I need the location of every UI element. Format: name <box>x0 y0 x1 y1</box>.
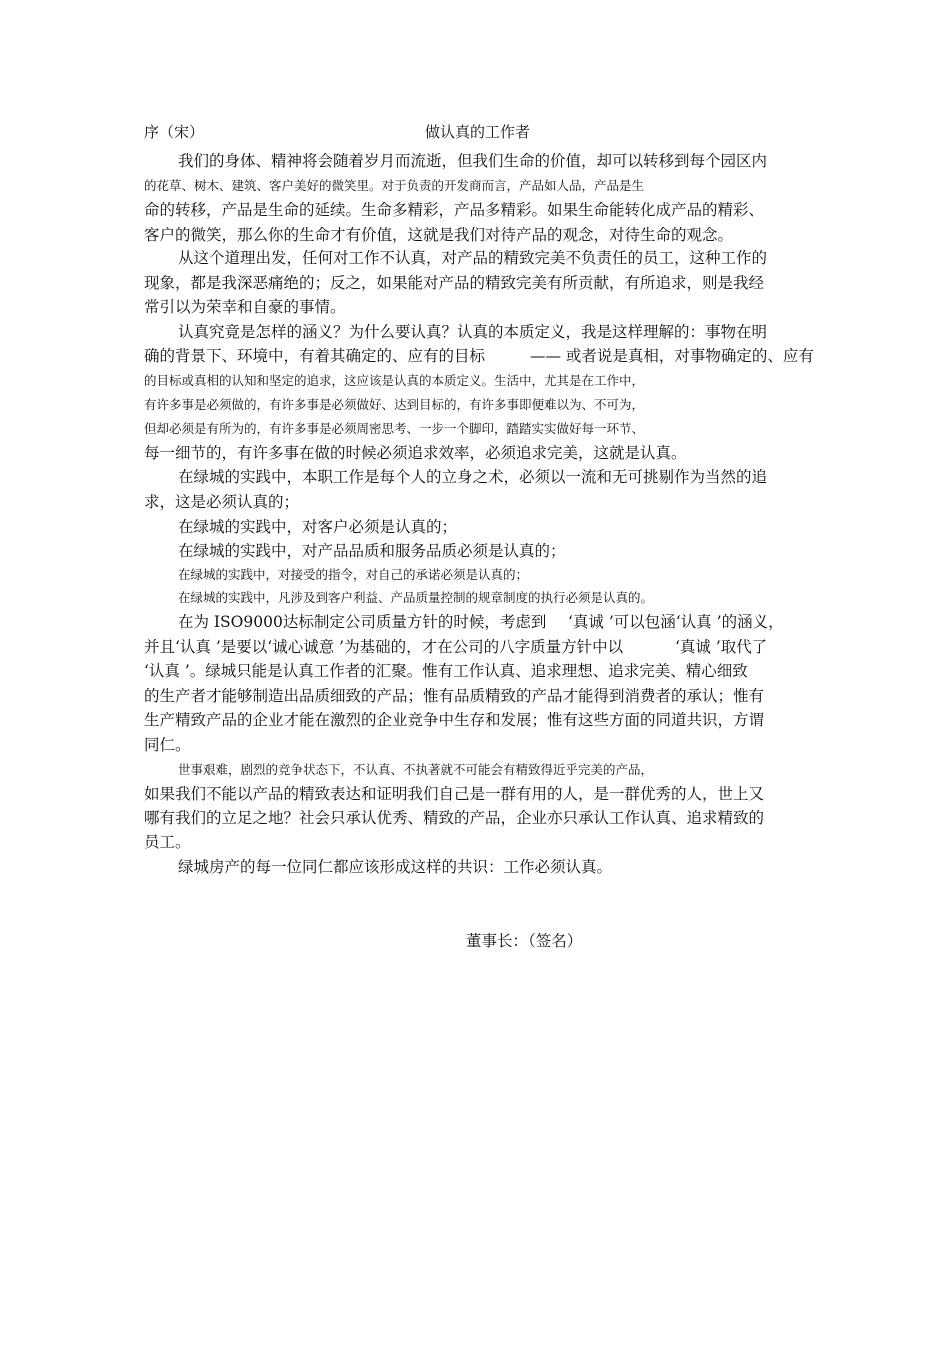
text-line: ‘认真 ’。绿城只能是认真工作者的汇聚。惟有工作认真、追求理想、追求完美、精心细致 <box>144 662 748 680</box>
text-line: ‘真诚 ’取代了 <box>675 638 768 656</box>
text-line: 并且‘认真 ’是要以‘诚心诚意 ’为基础的，才在公司的八字质量方针中以 <box>144 638 624 656</box>
text-line: 的目标或真相的认知和坚定的追求，这应该是认真的本质定义。生活中，尤其是在工作中， <box>144 373 645 388</box>
text-line: 客户的微笑，那么你的生命才有价值，这就是我们对待产品的观念，对待生命的观念。 <box>144 226 734 244</box>
text-line: 绿城房产的每一位同仁都应该形成这样的共识：工作必须认真。 <box>178 858 613 876</box>
text-line: 的花草、树木、建筑、客户美好的微笑里。对于负责的开发商而言，产品如人品，产品是生 <box>144 178 645 193</box>
text-line: 求，这是必须认真的； <box>144 493 300 511</box>
text-line: 有许多事是必须做的，有许多事是必须做好、达到目标的，有许多事即便难以为、不可为， <box>144 397 645 412</box>
text-line: 在绿城的实践中，对接受的指令，对自己的承诺必须是认真的； <box>178 567 529 582</box>
signature-line: 董事长：（签名） <box>466 932 583 950</box>
text-line: 同仁。 <box>144 736 191 754</box>
preface-label: 序（宋） <box>144 123 205 141</box>
text-line: 在为 ISO9000达标制定公司质量方针的时候，考虑到 <box>178 613 547 631</box>
text-line: 的生产者才能够制造出品质细致的产品；惟有品质精致的产品才能得到消费者的承认；惟有 <box>144 687 765 705</box>
text-line: 在绿城的实践中，对客户必须是认真的； <box>178 518 458 536</box>
text-line: 但却必须是有所为的，有许多事是必须周密思考、一步一个脚印，踏踏实实做好每一环节、 <box>144 421 645 436</box>
text-line: 在绿城的实践中，对产品品质和服务品质必须是认真的； <box>178 542 566 560</box>
text-line: ‘真诚 ’可以包涵‘认真 ’的涵义， <box>568 613 784 631</box>
text-line: 员工。 <box>144 833 191 851</box>
text-line: 每一细节的，有许多事在做的时候必须追求效率，必须追求完美，这就是认真。 <box>144 444 687 462</box>
text-line: 生产精致产品的企业才能在激烈的企业竞争中生存和发展；惟有这些方面的同道共识，方谓 <box>144 711 765 729</box>
text-line: 哪有我们的立足之地？社会只承认优秀、精致的产品，企业亦只承认工作认真、追求精致的 <box>144 809 765 827</box>
text-line: —— 或者说是真相，对事物确定的、应有 <box>530 347 814 365</box>
text-line: 认真究竟是怎样的涵义？为什么要认真？认真的本质定义，我是这样理解的：事物在明 <box>178 323 768 341</box>
text-line: 在绿城的实践中，凡涉及到客户利益、产品质量控制的规章制度的执行必须是认真的。 <box>178 590 654 605</box>
text-line: 从这个道理出发，任何对工作不认真，对产品的精致完美不负责任的员工，这种工作的 <box>178 249 768 267</box>
text-line: 我们的身体、精神将会随着岁月而流逝，但我们生命的价值，却可以转移到每个园区内 <box>178 152 768 170</box>
text-line: 在绿城的实践中，本职工作是每个人的立身之术，必须以一流和无可挑剔作为当然的追 <box>178 468 768 486</box>
text-line: 如果我们不能以产品的精致表达和证明我们自己是一群有用的人，是一群优秀的人，世上又 <box>144 785 765 803</box>
text-line: 世事艰难，剧烈的竞争状态下，不认真、不执著就不可能会有精致得近乎完美的产品， <box>178 762 654 777</box>
document-title: 做认真的工作者 <box>425 123 531 141</box>
text-line: 命的转移，产品是生命的延续。生命多精彩，产品多精彩。如果生命能转化成产品的精彩、 <box>144 201 765 219</box>
text-line: 现象，都是我深恶痛绝的；反之，如果能对产品的精致完美有所贡献，有所追求，则是我经 <box>144 274 765 292</box>
text-line: 确的背景下、环境中，有着其确定的、应有的目标 <box>144 347 486 365</box>
text-line: 常引以为荣幸和自豪的事情。 <box>144 298 346 316</box>
